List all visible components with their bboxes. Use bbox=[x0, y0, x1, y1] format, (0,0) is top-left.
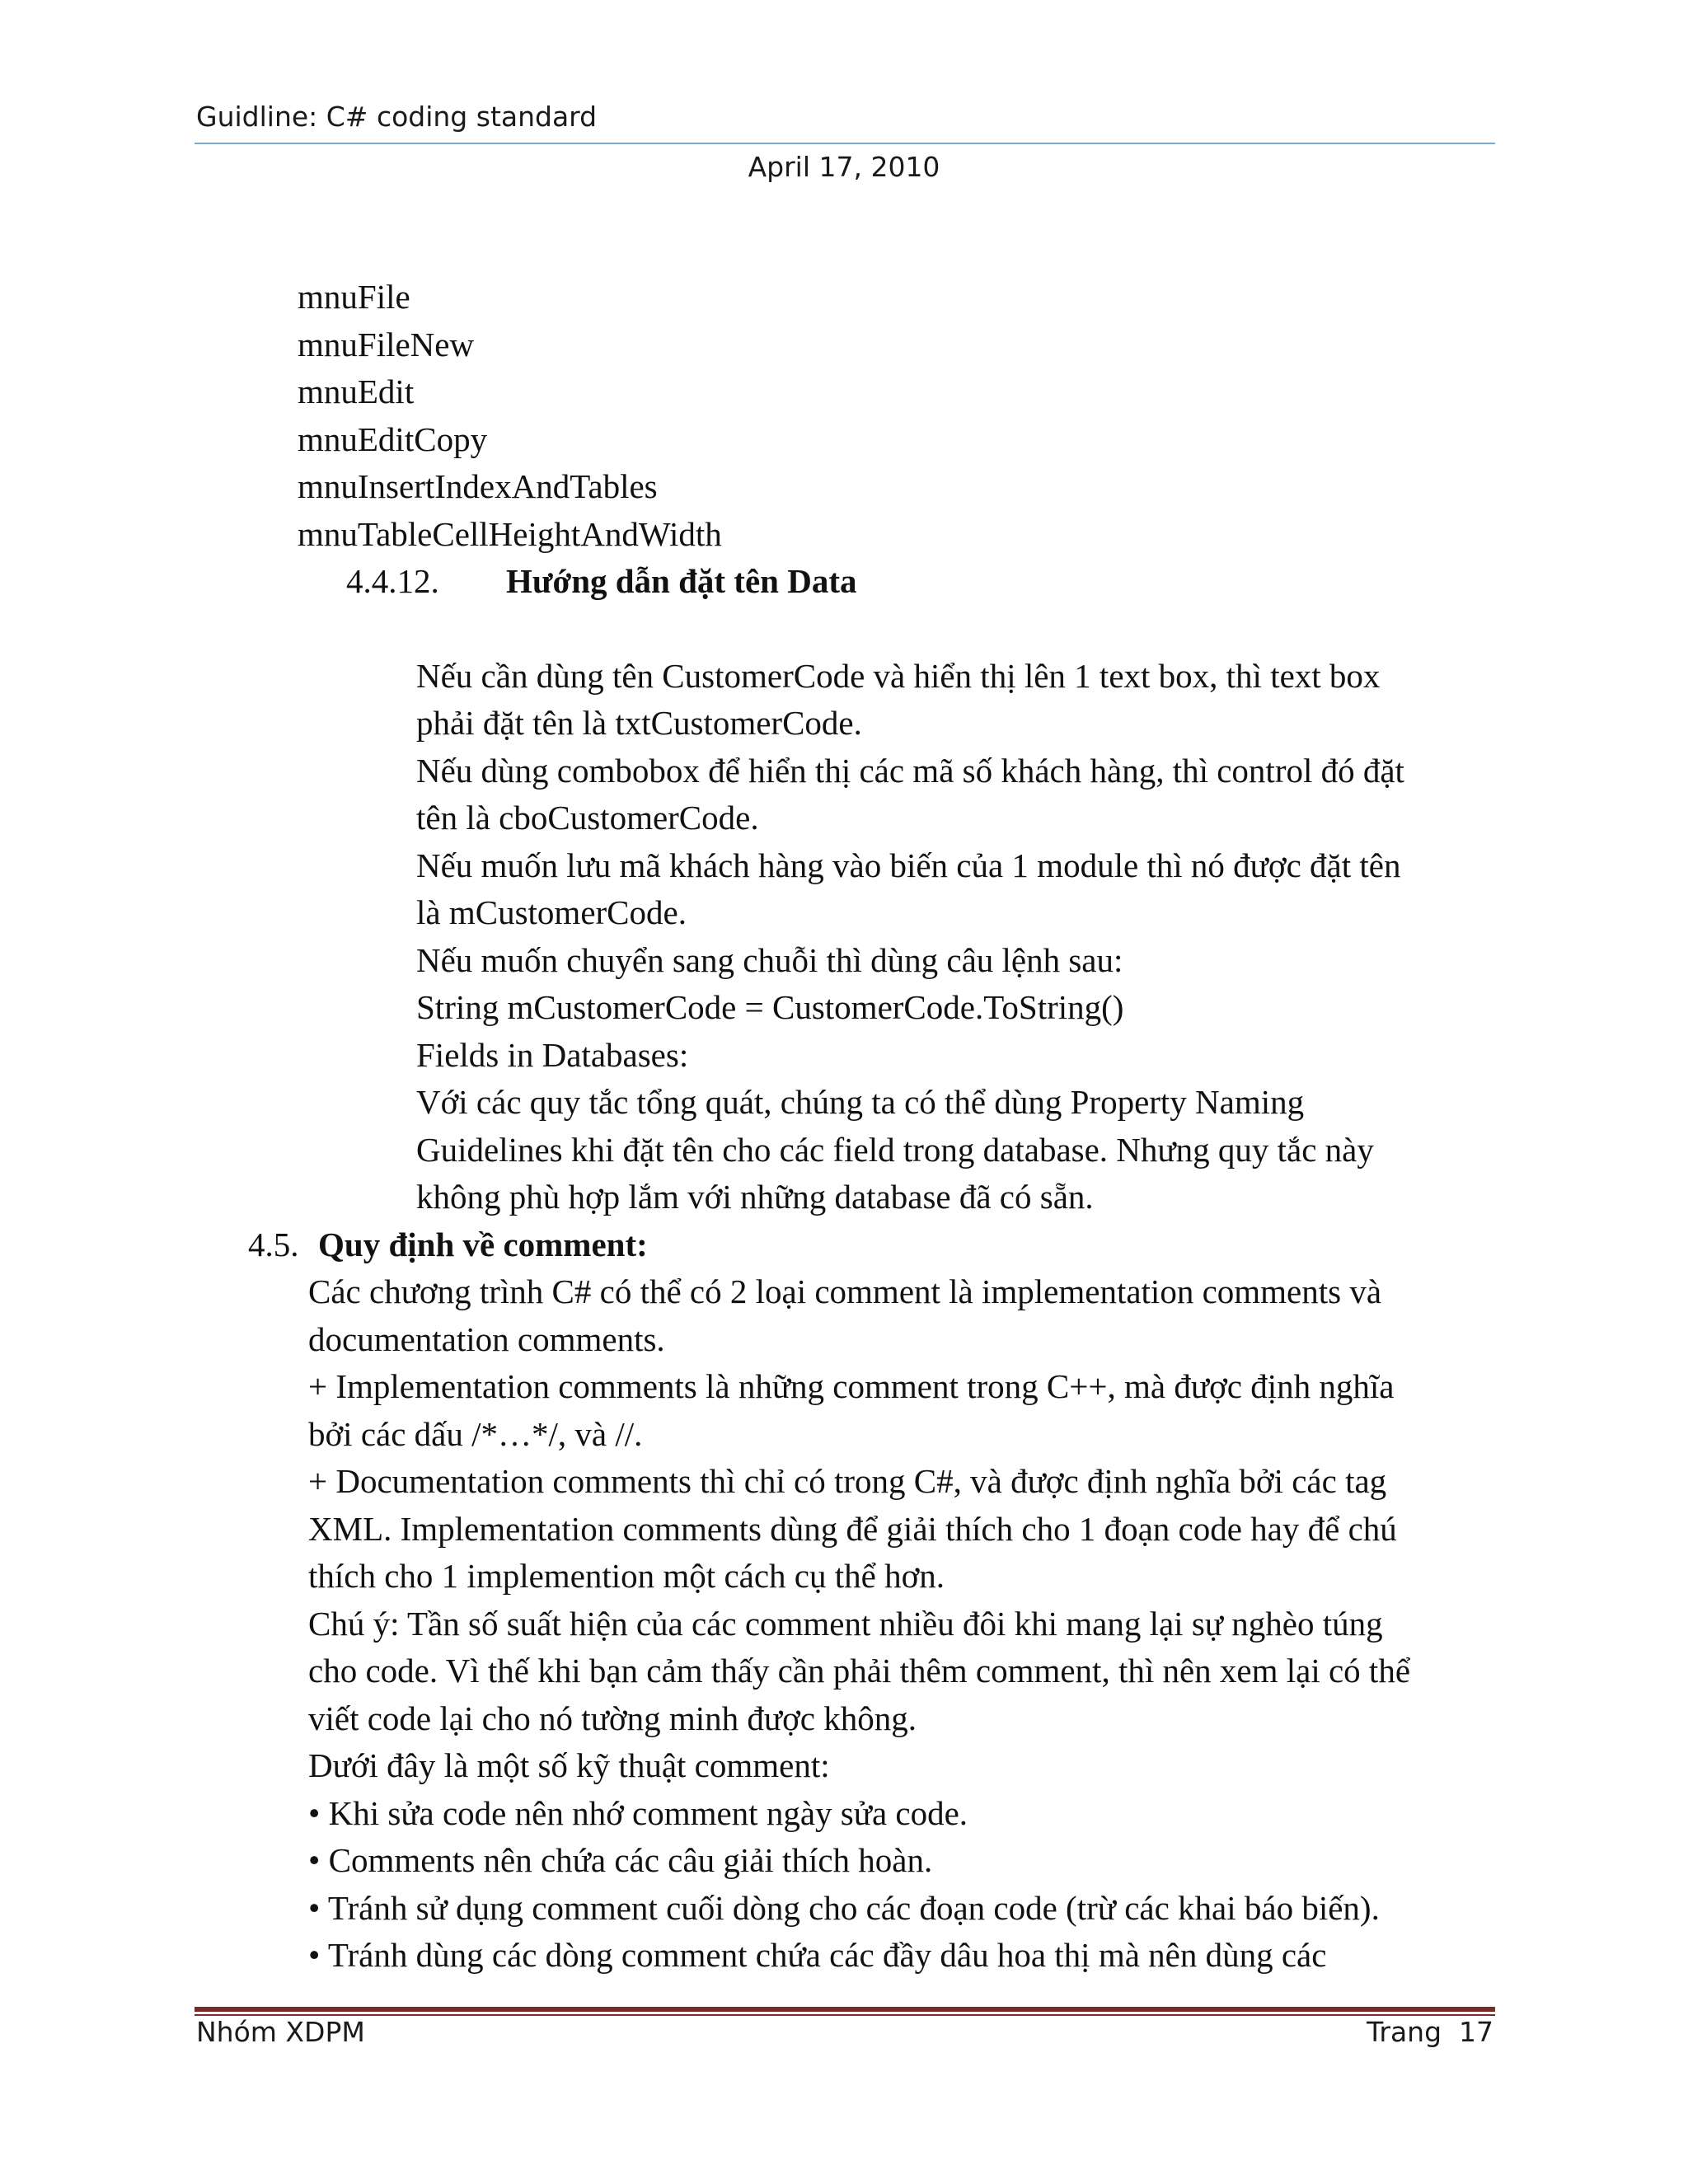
paragraph-line: bởi các dấu /*…*/, và //. bbox=[308, 1415, 643, 1453]
paragraph-line: XML. Implementation comments dùng để giải thích cho 1 đoạn code hay để chú bbox=[308, 1510, 1397, 1548]
section-4-5-number: 4.5. bbox=[248, 1226, 299, 1263]
paragraph-line: Các chương trình C# có thể có 2 loại comment là implementation comments và bbox=[308, 1272, 1382, 1310]
header-date: April 17, 2010 bbox=[748, 151, 940, 183]
bullet-item: • Tránh sử dụng comment cuối dòng cho các đoạn code (trừ các khai báo biến). bbox=[308, 1889, 1380, 1927]
menu-example-line: mnuFile bbox=[298, 278, 410, 316]
footer-rule-thin bbox=[195, 2014, 1495, 2016]
paragraph-line: Fields in Databases: bbox=[416, 1036, 689, 1074]
paragraph-line: Với các quy tắc tổng quát, chúng ta có thể dùng Property Naming bbox=[416, 1083, 1305, 1121]
paragraph-line: + Implementation comments là những comment trong C++, mà được định nghĩa bbox=[308, 1367, 1395, 1405]
footer-page-number: Trang 17 bbox=[1367, 2016, 1493, 2048]
paragraph-line: Chú ý: Tần số suất hiện của các comment nhiều đôi khi mang lại sự nghèo túng bbox=[308, 1605, 1383, 1643]
paragraph-line: Nếu cần dùng tên CustomerCode và hiển thị lên 1 text box, thì text box bbox=[416, 657, 1381, 695]
code-line: String mCustomerCode = CustomerCode.ToString() bbox=[416, 988, 1124, 1026]
paragraph-line: là mCustomerCode. bbox=[416, 893, 687, 931]
paragraph-line: documentation comments. bbox=[308, 1320, 665, 1358]
menu-example-line: mnuEditCopy bbox=[298, 420, 488, 458]
paragraph-line: tên là cboCustomerCode. bbox=[416, 799, 759, 837]
menu-example-line: mnuEdit bbox=[298, 373, 415, 410]
paragraph-line: viết code lại cho nó tường minh được không. bbox=[308, 1699, 917, 1737]
footer-rule-thick bbox=[195, 2007, 1495, 2012]
section-4-5-title: Quy định về comment: bbox=[318, 1226, 648, 1263]
paragraph-line: thích cho 1 implemention một cách cụ thể hơn. bbox=[308, 1557, 945, 1595]
bullet-item: • Tránh dùng các dòng comment chứa các đầy dâu hoa thị mà nên dùng các bbox=[308, 1936, 1327, 1974]
footer-group: Nhóm XDPM bbox=[196, 2016, 365, 2048]
paragraph-line: không phù hợp lắm với những database đã có sẵn. bbox=[416, 1178, 1094, 1216]
bullet-item: • Comments nên chứa các câu giải thích hoàn. bbox=[308, 1841, 933, 1879]
paragraph-line: cho code. Vì thế khi bạn cảm thấy cần phải thêm comment, thì nên xem lại có thể bbox=[308, 1652, 1411, 1690]
paragraph-line: + Documentation comments thì chỉ có trong C#, và được định nghĩa bởi các tag bbox=[308, 1462, 1387, 1500]
paragraph-line: Nếu muốn chuyển sang chuỗi thì dùng câu lệnh sau: bbox=[416, 941, 1123, 979]
menu-example-line: mnuTableCellHeightAndWidth bbox=[298, 515, 722, 553]
menu-example-line: mnuFileNew bbox=[298, 326, 475, 363]
paragraph-line: Guidelines khi đặt tên cho các field trong database. Nhưng quy tắc này bbox=[416, 1131, 1374, 1169]
paragraph-line: Dưới đây là một số kỹ thuật comment: bbox=[308, 1746, 830, 1784]
paragraph-line: Nếu dùng combobox để hiển thị các mã số khách hàng, thì control đó đặt bbox=[416, 752, 1404, 790]
section-4-4-12-title: Hướng dẫn đặt tên Data bbox=[506, 562, 857, 600]
paragraph-line: Nếu muốn lưu mã khách hàng vào biến của 1 module thì nó được đặt tên bbox=[416, 846, 1401, 884]
paragraph-line: phải đặt tên là txtCustomerCode. bbox=[416, 704, 862, 742]
header-rule bbox=[195, 143, 1495, 144]
bullet-item: • Khi sửa code nên nhớ comment ngày sửa code. bbox=[308, 1794, 968, 1832]
menu-example-line: mnuInsertIndexAndTables bbox=[298, 467, 658, 505]
section-4-4-12-number: 4.4.12. bbox=[346, 562, 439, 600]
header-title: Guidline: C# coding standard bbox=[196, 101, 598, 133]
